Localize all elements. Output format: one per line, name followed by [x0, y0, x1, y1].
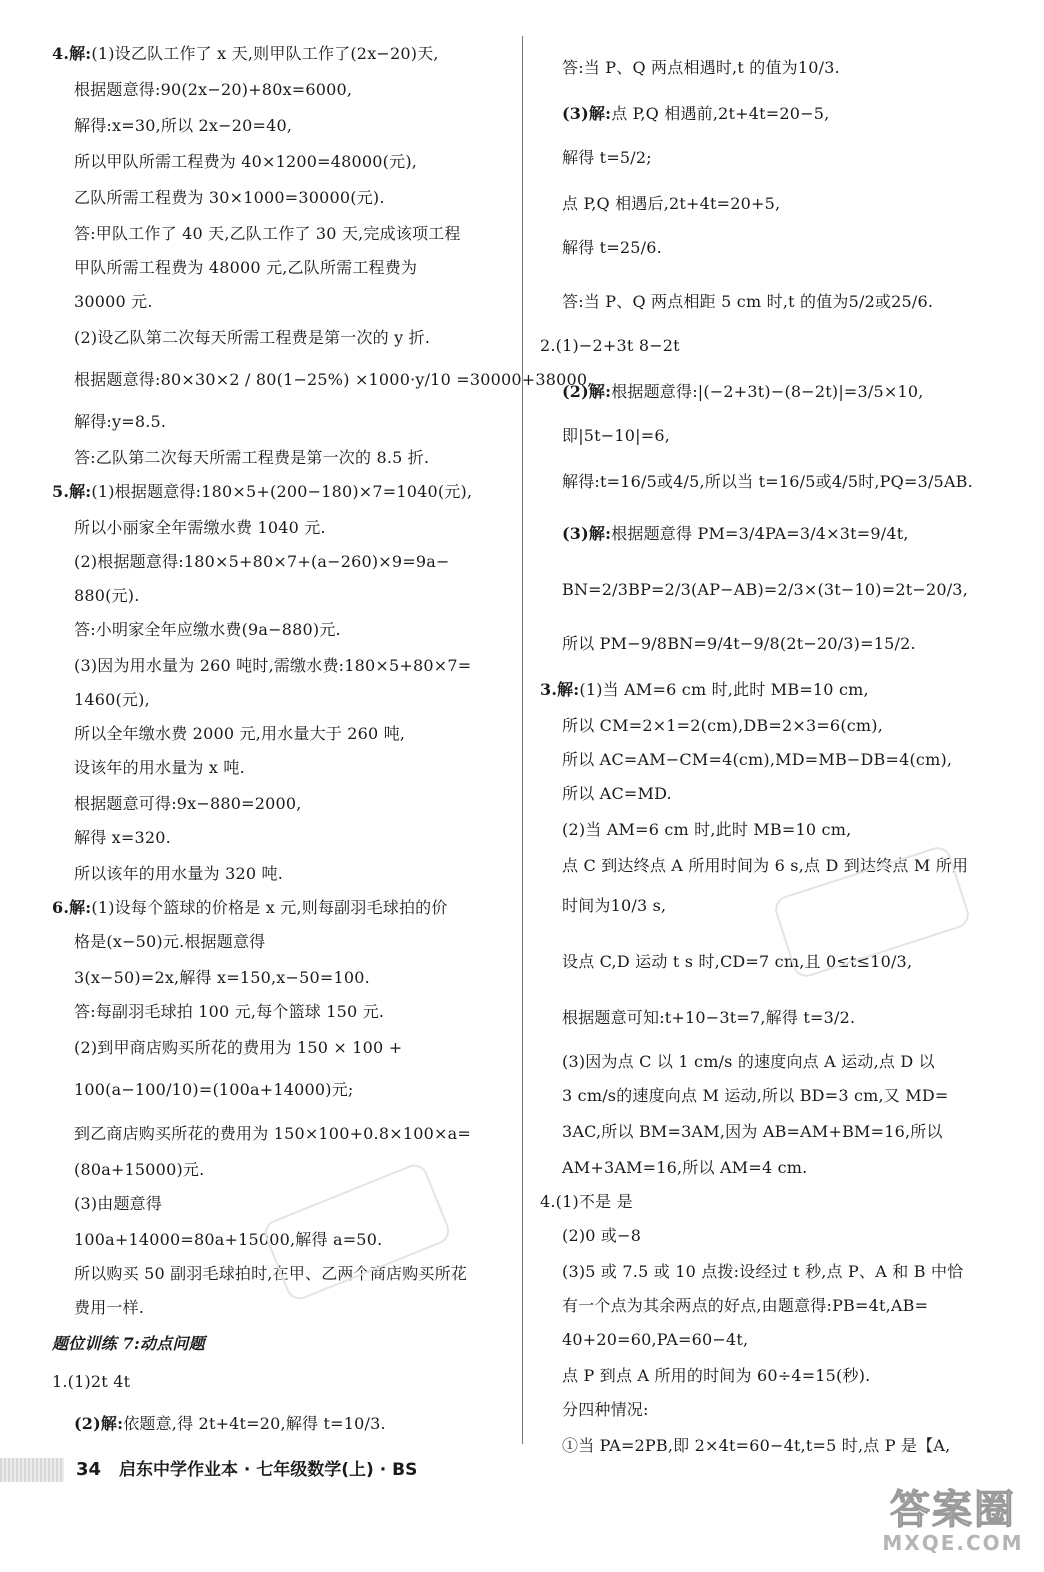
footer-band: [0, 1458, 64, 1482]
text-line: (2)解:根据题意得:|(−2+3t)−(8−2t)|=3/5×10,: [562, 382, 924, 401]
text-line: 所以该年的用水量为 320 吨.: [74, 864, 283, 883]
text-line: 3 cm/s的速度向点 M 运动,所以 BD=3 cm,又 MD=: [562, 1086, 949, 1105]
page-footer: [76, 1458, 417, 1482]
text-line: 设该年的用水量为 x 吨.: [74, 758, 245, 777]
text-line: 分四种情况:: [562, 1400, 649, 1419]
text-line: 乙队所需工程费为 30×1000=30000(元).: [74, 188, 385, 207]
text-line: 时间为10/3 s,: [562, 896, 667, 915]
text-line: 所以 PM−9/8BN=9/4t−9/8(2t−20/3)=15/2.: [562, 634, 916, 653]
text-line: 根据题意得:80×30×2 / 80(1−25%) ×1000·y/10 =30000+38000,: [74, 370, 593, 389]
text-line: 880(元).: [74, 586, 140, 605]
text-line: 所以 CM=2×1=2(cm),DB=2×3=6(cm),: [562, 716, 884, 735]
text-line: 有一个点为其余两点的好点,由题意得:PB=4t,AB=: [562, 1296, 929, 1315]
book-title: 启东中学作业本 · 七年级数学(上) · BS: [118, 1460, 418, 1480]
text-line: 100a+14000=80a+15000,解得 a=50.: [74, 1230, 383, 1249]
text-line: 答:每副羽毛球拍 100 元,每个篮球 150 元.: [74, 1002, 385, 1021]
text-line: 解得:y=8.5.: [74, 412, 167, 431]
text-line: 甲队所需工程费为 48000 元,乙队所需工程费为: [74, 258, 418, 277]
text-line: 所以 AC=MD.: [562, 784, 672, 803]
text-line: 答:甲队工作了 40 天,乙队工作了 30 天,完成该项工程: [74, 224, 461, 243]
text-line: 答:当 P、Q 两点相距 5 cm 时,t 的值为5/2或25/6.: [562, 292, 934, 311]
text-line: 5.解:(1)根据题意得:180×5+(200−180)×7=1040(元),: [52, 482, 473, 501]
text-line: (3)因为用水量为 260 吨时,需缴水费:180×5+80×7=: [74, 656, 472, 675]
text-line: 点 C 到达终点 A 所用时间为 6 s,点 D 到达终点 M 所用: [562, 856, 969, 875]
text-line: 4.解:(1)设乙队工作了 x 天,则甲队工作了(2x−20)天,: [52, 44, 439, 63]
text-line: 解得 x=320.: [74, 828, 171, 847]
text-line: 30000 元.: [74, 292, 153, 311]
watermark-url: MXQE.COM: [882, 1531, 1024, 1555]
text-line: 解得 t=25/6.: [562, 238, 662, 257]
page-number: 34: [76, 1459, 102, 1480]
text-line: 2.(1)−2+3t 8−2t: [540, 336, 680, 355]
text-line: ①当 PA=2PB,即 2×4t=60−4t,t=5 时,点 P 是【A,: [562, 1436, 951, 1455]
watermark-logo: [878, 1488, 1028, 1558]
text-line: 答:小明家全年应缴水费(9a−880)元.: [74, 620, 341, 639]
text-line: (3)因为点 C 以 1 cm/s 的速度向点 A 运动,点 D 以: [562, 1052, 935, 1071]
text-line: 点 P,Q 相遇后,2t+4t=20+5,: [562, 194, 781, 213]
text-line: (2)解:依题意,得 2t+4t=20,解得 t=10/3.: [74, 1414, 386, 1433]
column-divider: [522, 36, 523, 1444]
text-line: 设点 C,D 运动 t s 时,CD=7 cm,且 0≤t≤10/3,: [562, 952, 913, 971]
text-line: 根据题意可得:9x−880=2000,: [74, 794, 302, 813]
text-line: (3)由题意得: [74, 1194, 163, 1213]
text-line: 点 P 到点 A 所用的时间为 60÷4=15(秒).: [562, 1366, 871, 1385]
text-line: (2)当 AM=6 cm 时,此时 MB=10 cm,: [562, 820, 852, 839]
text-line: 所以小丽家全年需缴水费 1040 元.: [74, 518, 326, 537]
text-line: 所以 AC=AM−CM=4(cm),MD=MB−DB=4(cm),: [562, 750, 953, 769]
section-heading: 题位训练 7:动点问题: [52, 1334, 205, 1353]
text-line: 100(a−100/10)=(100a+14000)元;: [74, 1080, 354, 1099]
text-line: (2)设乙队第二次每天所需工程费是第一次的 y 折.: [74, 328, 431, 347]
text-line: (2)0 或−8: [562, 1226, 642, 1245]
text-line: 3.解:(1)当 AM=6 cm 时,此时 MB=10 cm,: [540, 680, 869, 699]
text-line: 所以甲队所需工程费为 40×1200=48000(元),: [74, 152, 418, 171]
text-line: 费用一样.: [74, 1298, 145, 1317]
text-line: 解得 t=5/2;: [562, 148, 652, 167]
text-line: 格是(x−50)元.根据题意得: [74, 932, 266, 951]
text-line: 所以购买 50 副羽毛球拍时,在甲、乙两个商店购买所花: [74, 1264, 468, 1283]
watermark-logo-text: 答案圈: [890, 1487, 1016, 1533]
text-line: 4.(1)不是 是: [540, 1192, 633, 1211]
text-line: 解得:x=30,所以 2x−20=40,: [74, 116, 293, 135]
text-line: 即|5t−10|=6,: [562, 426, 671, 445]
text-line: 6.解:(1)设每个篮球的价格是 x 元,则每副羽毛球拍的价: [52, 898, 448, 917]
text-line: 到乙商店购买所花的费用为 150×100+0.8×100×a=: [74, 1124, 471, 1143]
text-line: 3AC,所以 BM=3AM,因为 AB=AM+BM=16,所以: [562, 1122, 943, 1141]
text-line: AM+3AM=16,所以 AM=4 cm.: [562, 1158, 808, 1177]
text-line: 所以全年缴水费 2000 元,用水量大于 260 吨,: [74, 724, 406, 743]
text-line: (3)解:点 P,Q 相遇前,2t+4t=20−5,: [562, 104, 830, 123]
text-line: (2)根据题意得:180×5+80×7+(a−260)×9=9a−: [74, 552, 450, 571]
text-line: 3(x−50)=2x,解得 x=150,x−50=100.: [74, 968, 370, 987]
text-line: 1.(1)2t 4t: [52, 1372, 131, 1391]
text-line: (80a+15000)元.: [74, 1160, 205, 1179]
text-line: 根据题意得:90(2x−20)+80x=6000,: [74, 80, 353, 99]
text-line: (3)解:根据题意得 PM=3/4PA=3/4×3t=9/4t,: [562, 524, 909, 543]
text-line: 40+20=60,PA=60−4t,: [562, 1330, 749, 1349]
text-line: (2)到甲商店购买所花的费用为 150 × 100 +: [74, 1038, 403, 1057]
text-line: BN=2/3BP=2/3(AP−AB)=2/3×(3t−10)=2t−20/3,: [562, 580, 968, 599]
text-line: 解得:t=16/5或4/5,所以当 t=16/5或4/5时,PQ=3/5AB.: [562, 472, 973, 491]
text-line: 1460(元),: [74, 690, 150, 709]
text-line: 答:当 P、Q 两点相遇时,t 的值为10/3.: [562, 58, 840, 77]
text-line: 根据题意可知:t+10−3t=7,解得 t=3/2.: [562, 1008, 856, 1027]
text-line: 答:乙队第二次每天所需工程费是第一次的 8.5 折.: [74, 448, 430, 467]
text-line: (3)5 或 7.5 或 10 点拨:设经过 t 秒,点 P、A 和 B 中恰: [562, 1262, 964, 1281]
